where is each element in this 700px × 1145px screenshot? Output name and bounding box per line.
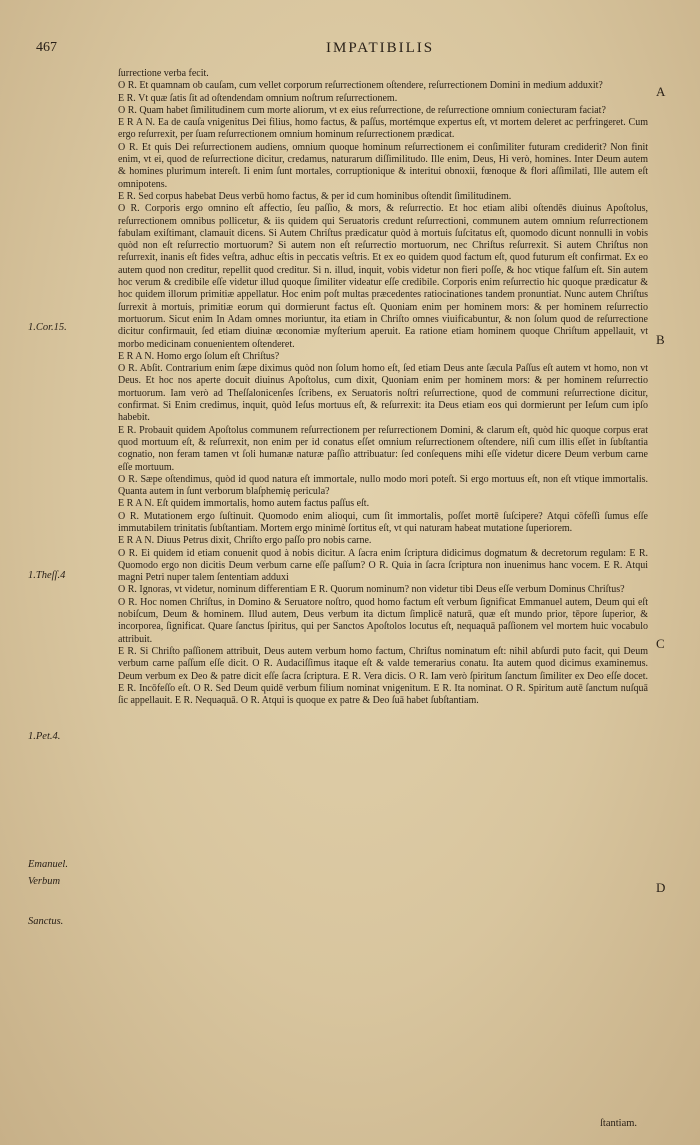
paragraph: O R. Ei quidem id etiam conuenit quod à nobis dicitur. A ſacra enim ſcriptura didicimus dogmatum & decretorum regulam: E R. Quomodo ergo non dicitis Deum verbum carne eſſe paſſum? O R. Quia in ſacra ſcriptura non inuenimus hanc vocem. E R. Atqui magni Petri nuper talem ſententiam adduxi	[118, 547, 648, 584]
paragraph: E R A N. Eſt quidem immortalis, homo autem factus paſſus eſt.	[118, 498, 370, 510]
margin-ref-1pet: 1.Pet.4.	[28, 731, 61, 742]
paragraph: E R A N. Ea de cauſa vnigenitus Dei filius, homo factus, & paſſus, mortémque expertus eſt, vt mortem deleret ac perfringeret. Cum ergo reſurrexit, per ſuam reſurrectionem omnium hominum reſurrectionem prædicat.	[118, 117, 648, 141]
margin-ref-1cor: 1.Cor.15.	[28, 322, 67, 333]
paragraph: O R. Sæpe oſtendimus, quòd id quod natura eſt immortale, nullo modo mori poteſt. Si ergo mortuus eſt, non eſt vtique immortalis. Quanta autem in ſunt verborum blaſphemię pericula?	[118, 473, 648, 498]
paragraph: O R. Quam habet ſimilitudinem cum morte aliorum, vt ex eius reſurrectione, de reſurrectione omnium coniecturam faciat?	[118, 104, 606, 116]
paragraph: O R. Mutationem ergo ſuſtinuit. Quomodo enim alioqui, cum ſit immortalis, poſſet mortē ſuſcipere? Atqui cōfeſſi ſumus eſſe immutabilem trinitatis ſubſtantiam. Mortem ergo minimè ſortitus eſt, vt qui naturam habeat mutatione ſuperiorem.	[118, 510, 648, 534]
margin-note-verbum: Verbum	[28, 876, 61, 887]
paragraph: O R. Ignoras, vt videtur, nominum differentiam E R. Quorum nominum? non videtur tibi Deus eſſe verbum Dominus Chriſtus?	[118, 584, 625, 596]
margin-ref-1thess: 1.Theſſ.4	[28, 570, 66, 581]
page-header	[36, 40, 656, 64]
paragraph: E R A N. Diuus Petrus dixit, Chriſto ergo paſſo pro nobis carne.	[118, 535, 372, 547]
paragraph: O R. Hoc nomen Chriſtus, in Domino & Seruatore noſtro, quod homo factum eſt verbum ſignificat Emmanuel autem, Deum qui eſt nobiſcum, Deum & hominem. Illud autem, Deus verbum ita dictum ſimplicē naturā, quæ eſt mundo prior, tēpore ſuperior, & incorporea, ſignificat. Quare ſanctus ſpiritus, qui per Sanctos Apoſtolos locutus eſt, nequaquā paſſionem vel mortem huic vocabulo attribuit.	[118, 596, 648, 645]
margin-note-emanuel: Emanuel.	[28, 859, 68, 870]
section-marker-b: B	[656, 332, 665, 347]
paragraph: E R A N. Homo ergo ſolum eſt Chriſtus?	[118, 350, 280, 362]
paragraph: O R. Et quis Dei reſurrectionem audiens, omnium quoque hominum reſurrectionem ei conſimiliter futuram crediderit? Non finit enim, vt ei, quod de reſurrectione dicitur, credamus, naturarum diſſimilitudo. Ille enim, Deus, Hi verò, homines. Inter Deum autem & homines plurimum intereſt. Ii enim ſunt mortales, corruptionique & interitui obnoxii, fœnoque & flori aſſimilati, Ille autem eſt omnipotens.	[118, 141, 648, 190]
section-marker-a: A	[656, 84, 666, 99]
margin-note-sanctus: Sanctus.	[28, 916, 64, 927]
paragraph: O R. Et quamnam ob cauſam, cum vellet corporum reſurrectionem oſtendere, reſurrectionem Domini in medium adduxit?	[118, 80, 603, 92]
catchword: ſtantiam.	[600, 1118, 638, 1129]
paragraph: O R. Corporis ergo omnino eſt affectio, ſeu paſſio, & mors, & reſurrectio. Et hoc etiam alibi oſtendēs diuinus Apoſtolus, reſurrectionem omnibus pollicetur, & iis quidem qui Seruatoris credunt reſurrectioni, communem autem omnium reſurrectionem fabulam exiſtimant, clamauit dicens. Si Autem Chriſtus prædicatur quòd à mortuis ſuſcitatus eſt, quomodo dicunt nonnulli in vobis quòd non eſt reſurrectio mortuorum? Si autem non eſt reſurrectio mortuorum, nec Chriſtus reſurrexit. Si autem Chriſtus non reſurrexit, inanis eſt fides veſtra, adhuc eſtis in peccatis veſtris. Et ex eo quidem quod factum eſt, quod futurum eſt confirmat. Ex eo autem quod non creditur, repellit quod creditur. Si n. illud, inquit, vobis videtur non fieri poſſe, & hoc vtique falſum eſt. Sin autem hoc verum & credibile eſſe videtur illud quoque ſimiliter videatur eſſe credibile. Corporis enim reſurrectio hic quoque prædicatur & hoc quidem illorum primitiæ appellatur. Hoc enim poſt multas præcedentes ratiocinationes tandem pronuntiat. Nunc autem Chriſtus ſurrexit à mortuis, primitiæ eorum qui dormierunt factus eſt. Quoniam enim per hominem mors: & per hominem reſurrectio mortuorum. Sicut enim In Adam omnes moriuntur, ita etiam in Chriſto omnes viuificabuntur, & non ſolum quod de reſurrectione dicitur confirmauit, ſed etiam diuinæ œconomiæ myſterium aperuit. Ea ratione etiam hominem quoque Chriſtum appellauit, vt morbo medicinam conuenientem oſtenderet.	[118, 203, 648, 350]
running-title: IMPATIBILIS	[326, 40, 435, 56]
section-marker-d: D	[656, 880, 666, 895]
page-number: 467	[36, 40, 57, 55]
paragraph: E R. Vt quæ ſatis ſit ad oſtendendam omnium noſtrum reſurrectionem.	[118, 92, 398, 104]
paragraph: E R. Sed corpus habebat Deus verbū homo factus, & per id cum hominibus oſtendit ſimilitudinem.	[118, 190, 512, 202]
paragraph: E R. Probauit quidem Apoſtolus communem reſurrectionem per reſurrectionem Domini, & clarum eſt, quòd hic quoque corpus erat quod mortuum eſt, & reſurrexit, non enim per id conatus eſſet omnium reſurrectionem oſtendere, niſi cum illis eſſet in ſubſtantia cognatio, non feram tamen vt ſoli humanæ naturæ paſſio attribuatur: ſed conſequens mihi eſſe videtur dicere Deum verbum carne eſſe mortuum.	[118, 424, 648, 473]
paragraph: O R. Abſit. Contrarium enim ſæpe diximus quòd non ſolum homo eſt, ſed etiam Deus ante ſæcula Paſſus eſt autem vt homo, non vt Deus. Et hoc nos aperte docuit diuinus Apoſtolus, cum dixit, Quoniam enim per hominem mors: & per hominem reſurrectio mortuorum. Iam verò ad Theſſalonicenſes ſcribens, ex Seruatoris noſtri reſurrectione, quod de communi reſurrectione dicitur, confirmat. Si Enim credimus, inquit, quòd Ieſus mortuus eſt, & reſurrexit: ita Deus etiam eos qui dormierunt per Ieſum cum ipſo habebit.	[118, 363, 648, 424]
paragraph: E R. Si Chriſto paſſionem attribuit, Deus autem verbum homo factum, Chriſtus nominatum eſt: nihil abſurdi puto facit, qui Deum verbum carne paſſum eſſe dicit. O R. Audaciſſimus itaque eſt & valde temerarius conatu. Ita autem quod dicimus examinemus. Deum verbum ex Deo & patre dicit eſſe ſacra ſcriptura. E R. Vera dicis. O R. Iam verò ſpiritum ſanctum ſimiliter ex Deo eſſe docet. E R. Incōfeſſo eſt. O R. Sed Deum quidē verbum filium nominat vnigenitum. E R. Ita nominat. O R. Spiritum autē ſanctum nuſquā ſic appellauit. E R. Nequaquā. O R. Atqui is quoque ex patre & Deo ſuā habet ſubſtantiam.	[118, 645, 648, 707]
section-marker-c: C	[656, 636, 665, 651]
main-text	[118, 68, 648, 707]
paragraph: ſurrectione verba fecit.	[118, 68, 209, 79]
